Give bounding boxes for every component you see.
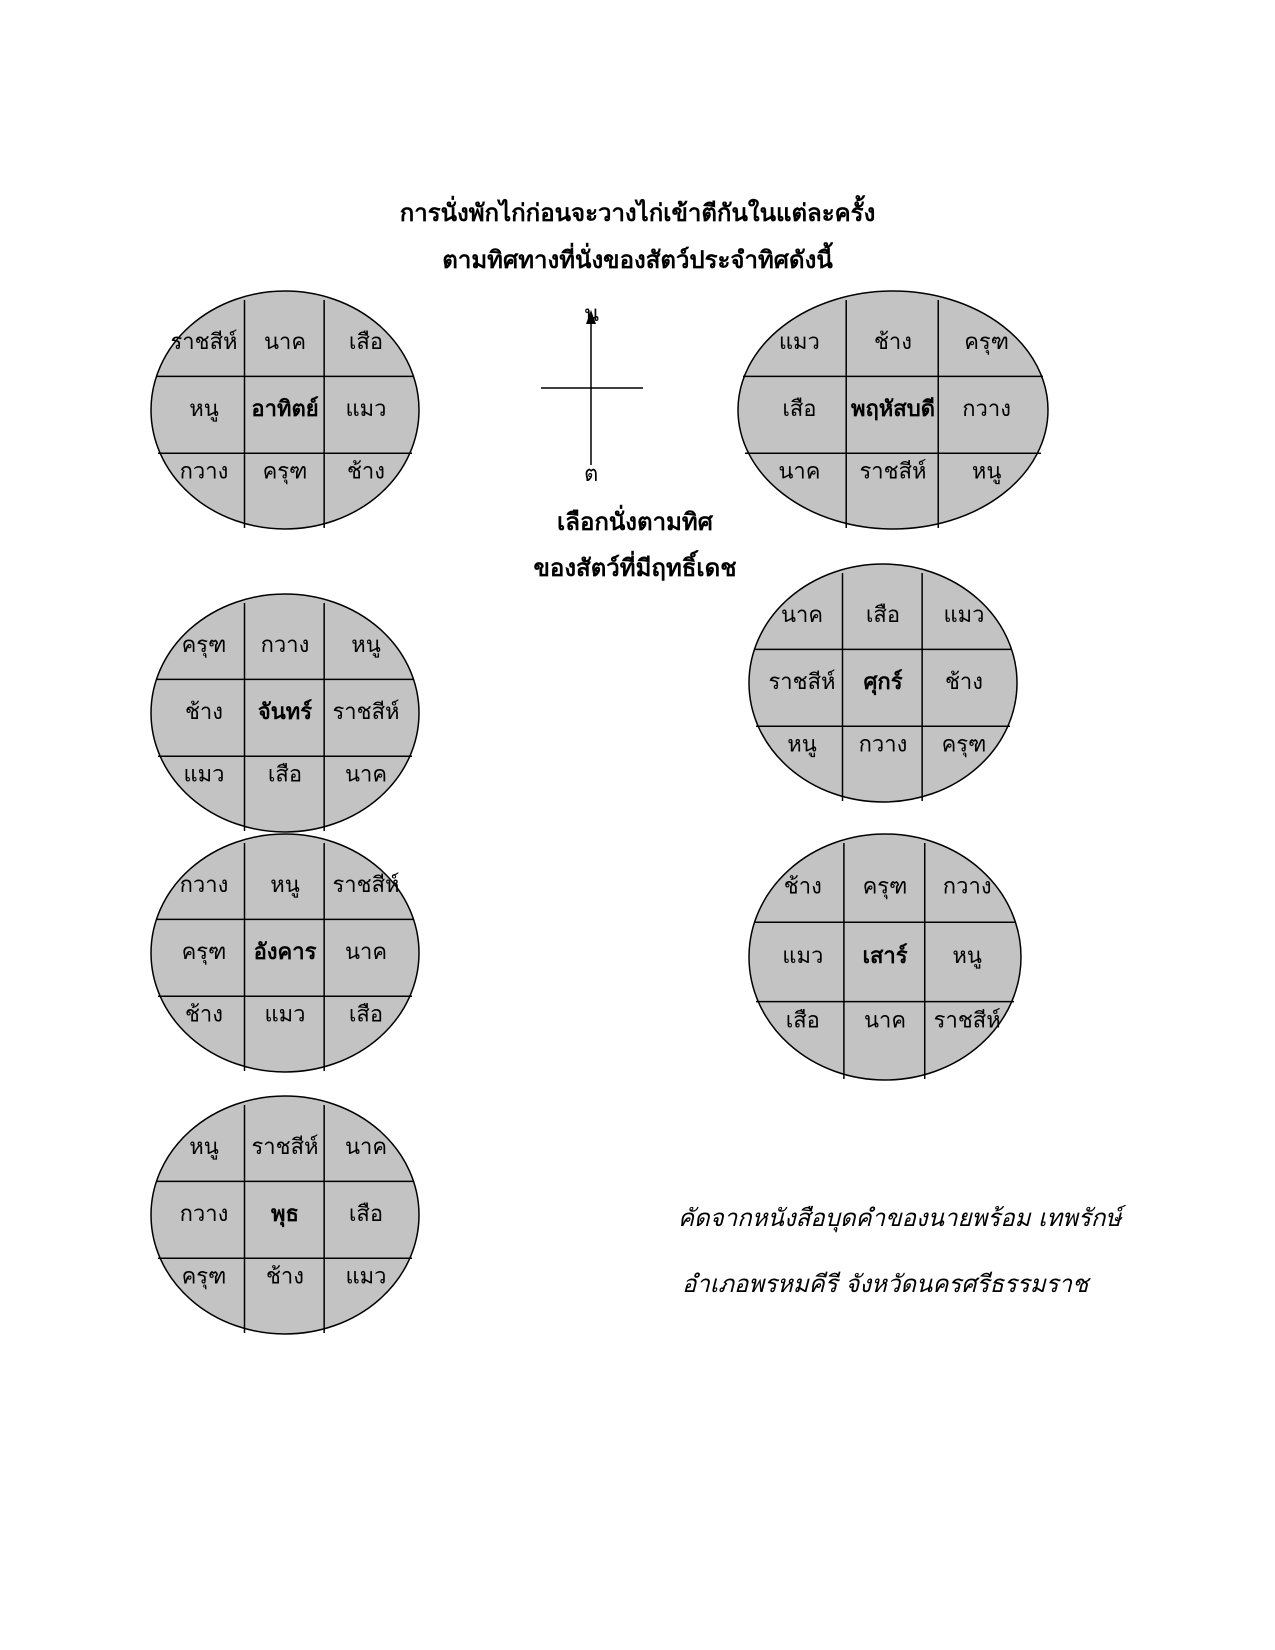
wheel-animal-label: ราชสีห์ bbox=[170, 329, 238, 355]
wheel-animal-label: ช้าง bbox=[944, 670, 984, 695]
wheel-sao bbox=[748, 833, 1022, 1081]
wheel-animal-label: แมว bbox=[183, 762, 225, 788]
wheel-animal-label: เสือ bbox=[865, 602, 901, 628]
wheel-animal-label: แมว bbox=[778, 329, 820, 355]
wheel-animal-label: เสือ bbox=[267, 762, 303, 788]
wheel-animal-label: ครุฑ bbox=[262, 459, 308, 485]
wheel-animal-label: ราชสีห์ bbox=[933, 1008, 1001, 1034]
wheel-animal-label: เสือ bbox=[782, 397, 817, 422]
title-line-1: การนั่งพักไก่ก่อนจะวางไก่เข้าตีกันในแต่ละครั้ง bbox=[399, 198, 876, 227]
wheel-day-label: อังคาร bbox=[253, 939, 317, 965]
wheel-angkhan bbox=[150, 833, 420, 1073]
wheel-animal-label: แมว bbox=[345, 397, 387, 422]
wheel-animal-label: ครุฑ bbox=[964, 329, 1009, 355]
wheel-animal-label: ครุฑ bbox=[181, 940, 227, 965]
wheel-day-label: พฤหัสบดี bbox=[850, 396, 936, 422]
wheel-animal-label: แมว bbox=[782, 944, 824, 969]
caption-line-2: ของสัตว์ที่มีฤทธิ์เดช bbox=[533, 553, 737, 582]
wheel-animal-label: เสือ bbox=[348, 329, 384, 355]
wheel-animal-label: ราชสีห์ bbox=[251, 1134, 319, 1160]
wheel-chan bbox=[150, 593, 420, 833]
wheel-suk bbox=[748, 563, 1018, 803]
wheel-animal-label: กวาง bbox=[260, 632, 310, 658]
wheel-animal-label: หนู bbox=[952, 944, 982, 969]
wheel-day-label: ศุกร์ bbox=[863, 669, 903, 695]
wheel-animal-label: หนู bbox=[787, 732, 817, 758]
wheel-animal-label: นาค bbox=[344, 1134, 388, 1160]
wheel-animal-label: นาค bbox=[778, 459, 821, 485]
wheel-animal-label: ราชสีห์ bbox=[332, 872, 400, 898]
wheel-animal-label: หนู bbox=[971, 459, 1002, 485]
wheel-animal-label: ครุฑ bbox=[181, 1264, 227, 1290]
wheel-animal-label: แมว bbox=[943, 602, 985, 628]
wheel-animal-label: หนู bbox=[189, 397, 219, 422]
wheel-animal-label: ช้าง bbox=[783, 874, 822, 900]
wheel-animal-label: กวาง bbox=[942, 874, 992, 900]
caption-line-1: เลือกนั่งตามทิศ bbox=[557, 507, 713, 536]
wheel-animal-label: หนู bbox=[189, 1134, 219, 1160]
wheel-animal-label: เสือ bbox=[785, 1008, 820, 1034]
wheel-animal-label: กวาง bbox=[179, 1202, 229, 1227]
wheel-animal-label: ครุฑ bbox=[181, 632, 227, 658]
wheel-animal-label: กวาง bbox=[179, 872, 229, 898]
wheel-animal-label: ช้าง bbox=[184, 700, 224, 725]
wheel-animal-label: เสือ bbox=[348, 1002, 384, 1028]
credit-line-1: คัดจากหนังสือบุดคำของนายพร้อม เทพรักษ์ bbox=[678, 1204, 1122, 1232]
wheel-animal-label: นาค bbox=[780, 602, 824, 628]
wheel-animal-label: นาค bbox=[344, 762, 388, 788]
wheel-phut bbox=[150, 1095, 420, 1335]
wheel-day-label: เสาร์ bbox=[862, 943, 908, 969]
wheel-animal-label: ช้าง bbox=[346, 459, 386, 485]
wheel-animal-label: นาค bbox=[863, 1008, 907, 1034]
wheel-animal-label: ราชสีห์ bbox=[332, 700, 400, 725]
wheel-animal-label: นาค bbox=[344, 940, 388, 965]
title-line-2: ตามทิศทางที่นั่งของสัตว์ประจำทิศดังนี้ bbox=[442, 245, 833, 274]
wheel-animal-label: หนู bbox=[270, 872, 300, 898]
compass-north-label: น bbox=[584, 302, 600, 327]
wheel-animal-label: กวาง bbox=[962, 397, 1011, 422]
wheel-day-label: จันทร์ bbox=[257, 699, 313, 725]
wheel-animal-label: ช้าง bbox=[265, 1264, 305, 1290]
wheel-animal-label: แมว bbox=[264, 1002, 306, 1028]
compass-south-label: ต bbox=[584, 462, 599, 487]
wheel-animal-label: ช้าง bbox=[873, 329, 913, 355]
wheel-day-label: อาทิตย์ bbox=[251, 396, 319, 422]
wheel-animal-label: หนู bbox=[351, 632, 381, 658]
wheel-animal-label: กวาง bbox=[858, 732, 908, 758]
wheel-animal-label: ครุฑ bbox=[862, 874, 908, 900]
wheel-day-label: พุธ bbox=[271, 1201, 299, 1227]
wheel-animal-label: ครุฑ bbox=[941, 732, 987, 758]
wheel-animal-label: นาค bbox=[263, 329, 307, 355]
wheel-pharuehat bbox=[737, 290, 1049, 530]
wheel-animal-label: แมว bbox=[345, 1264, 387, 1290]
wheel-animal-label: ราชสีห์ bbox=[859, 459, 927, 485]
wheel-animal-label: ราชสีห์ bbox=[768, 670, 836, 695]
wheel-athit bbox=[150, 290, 420, 530]
wheel-animal-label: เสือ bbox=[348, 1202, 384, 1227]
credit-line-2: อำเภอพรหมคีรี จังหวัดนครศรีธรรมราช bbox=[682, 1270, 1089, 1298]
wheel-animal-label: ช้าง bbox=[184, 1002, 224, 1028]
wheel-animal-label: กวาง bbox=[179, 459, 229, 485]
